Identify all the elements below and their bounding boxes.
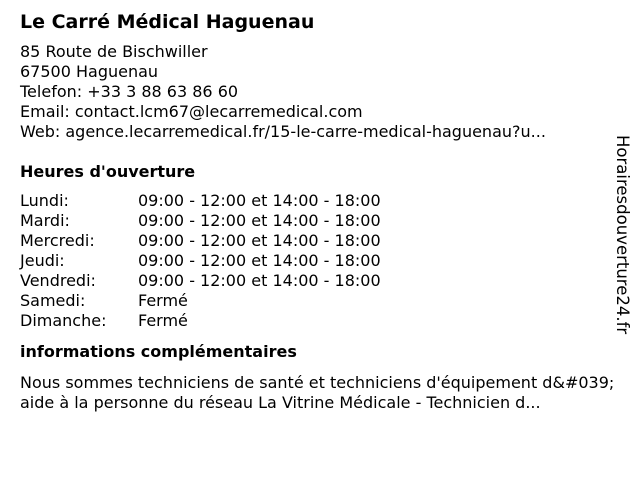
hours-row-sunday <box>20 311 610 331</box>
day-hours: 09:00 - 12:00 et 14:00 - 18:00 <box>138 211 381 230</box>
day-label: Vendredi: <box>20 271 96 290</box>
web-line <box>20 122 610 142</box>
day-label: Jeudi: <box>20 251 65 270</box>
hours-heading: Heures d'ouverture <box>20 162 196 181</box>
day-label: Samedi: <box>20 291 86 310</box>
phone-line <box>20 82 610 102</box>
day-hours: Fermé <box>138 291 188 310</box>
phone-label: Telefon: <box>20 82 88 101</box>
web-label: Web: <box>20 122 66 141</box>
business-name: Le Carré Médical Haguenau <box>20 11 315 33</box>
info-description: Nous sommes techniciens de santé et techniciens d'équipement d&#039;aide à la personne du réseau La Vitrine Médicale - Technicien d... <box>20 373 615 412</box>
day-label: Mardi: <box>20 211 70 230</box>
email-line <box>20 102 610 122</box>
hours-row-saturday <box>20 291 610 311</box>
business-card <box>20 8 615 413</box>
day-label: Dimanche: <box>20 311 107 330</box>
street-address: 85 Route de Bischwiller <box>20 42 208 61</box>
hours-row-monday <box>20 191 610 211</box>
contact-block <box>20 42 610 142</box>
web-link[interactable]: agence.lecarremedical.fr/15-le-carre-medical-haguenau?u... <box>65 122 546 141</box>
phone-link[interactable]: +33 3 88 63 86 60 <box>87 82 239 101</box>
hours-row-friday <box>20 271 610 291</box>
day-hours: 09:00 - 12:00 et 14:00 - 18:00 <box>138 231 381 250</box>
day-hours: 09:00 - 12:00 et 14:00 - 18:00 <box>138 251 381 270</box>
day-label: Mercredi: <box>20 231 95 250</box>
hours-row-thursday <box>20 251 610 271</box>
info-heading: informations complémentaires <box>20 342 297 361</box>
email-label: Email: <box>20 102 75 121</box>
city-address: 67500 Haguenau <box>20 62 159 81</box>
day-hours: 09:00 - 12:00 et 14:00 - 18:00 <box>138 271 381 290</box>
hours-row-wednesday <box>20 231 610 251</box>
hours-row-tuesday <box>20 211 610 231</box>
hours-table <box>20 191 610 331</box>
email-link[interactable]: contact.lcm67@lecarremedical.com <box>74 102 363 121</box>
day-hours: 09:00 - 12:00 et 14:00 - 18:00 <box>138 191 381 210</box>
day-label: Lundi: <box>20 191 69 210</box>
site-watermark: Horairesdouverture24.fr <box>613 135 632 335</box>
day-hours: Fermé <box>138 311 188 330</box>
